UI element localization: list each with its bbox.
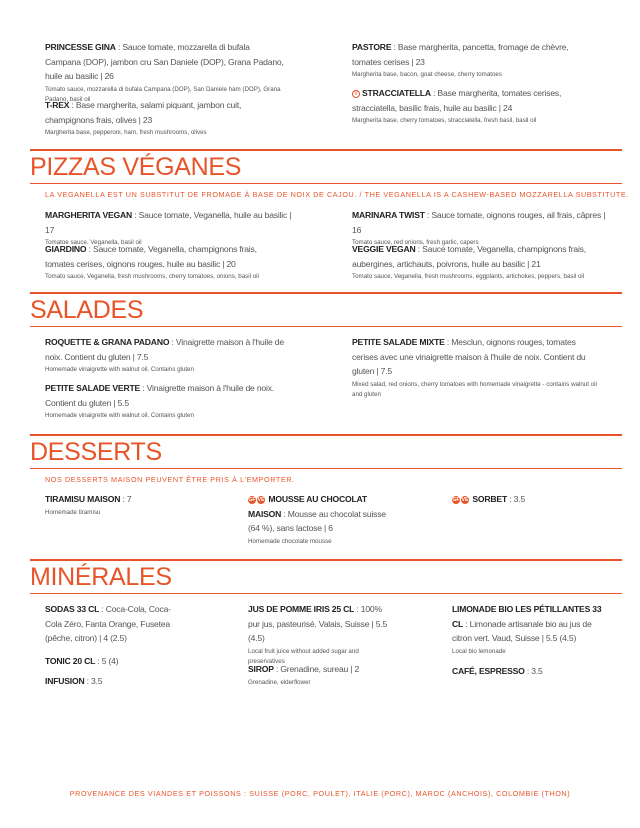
vegetarian-icon: V [352, 90, 360, 98]
item-desc: : 100% pur jus, pasteurisé. Valais, Suisse | 5.5 (4.5) [248, 604, 388, 643]
menu-item-salade-mixte [352, 335, 597, 400]
menu-item-stracciatella [352, 86, 592, 126]
item-desc: : Sauce tomate, Veganella, huile au basilic | 17 [45, 210, 292, 235]
item-translation: Local bio lemonade [452, 647, 506, 655]
item-name: SORBET [472, 494, 508, 504]
menu-item-sirop [248, 662, 388, 688]
menu-item-sorbet [452, 492, 602, 507]
menu-item-limonade [452, 602, 602, 657]
item-desc: : Limonade artisanale bio au jus de citron vert. Vaud, Suisse | 5.5 (4.5) [452, 618, 592, 643]
section-title-minerales: MINÉRALES [30, 563, 172, 591]
item-desc: : Sauce tomate, Veganella, champignons frais, tomates cerises, oignons rouges, huile au basilic | 20 [45, 244, 257, 269]
item-desc: : Mesclun, oignons rouges, tomates cerises avec une vinaigrette maison à l'huile de noix. Contient du gluten | 7.5 [352, 337, 586, 376]
vegan-icon: VE [257, 496, 265, 503]
item-name: PASTORE [352, 42, 392, 52]
section-title-desserts: DESSERTS [30, 438, 162, 466]
section-divider-thin [30, 593, 622, 594]
item-name: VEGGIE VEGAN [352, 244, 416, 254]
item-desc: : 5 (4) [95, 656, 119, 666]
item-translation: Tomato sauce, Veganella, fresh mushrooms, eggplants, artichokes, peppers, basil oil [352, 273, 585, 280]
footer-provenance: PROVENANCE DES VIANDES ET POISSONS : SUISSE (PORC, POULET), ITALIE (PORC), MAROC (ANCHOIS), COLOMBIE (THON) [69, 789, 571, 798]
menu-item-princesse-gina [45, 40, 285, 105]
item-name: SODAS 33 CL [45, 604, 100, 614]
item-translation: Local fruit juice without added sugar and preservatives [248, 647, 359, 665]
menu-item-jus-pomme [248, 602, 388, 667]
item-translation: Grenadine, elderflower [248, 678, 311, 686]
item-translation: Margherita base, bacon, goat cheese, cherry tomatoes [352, 71, 502, 78]
item-name: ROQUETTE & GRANA PADANO [45, 337, 170, 347]
item-translation: Tomato sauce, red onions, fresh garlic, capers [352, 239, 479, 246]
item-desc: : 7 [120, 494, 132, 504]
menu-item-pastore [352, 40, 587, 80]
section-divider [30, 434, 622, 436]
item-name: INFUSION [45, 676, 85, 686]
item-translation: Homemade tiramisu [45, 508, 101, 516]
item-translation: Tomato sauce, Veganella, fresh mushrooms, cherry tomatoes, onions, basil oil [45, 273, 259, 280]
item-name: MOUSSE AU CHOCOLAT MAISON [248, 494, 367, 519]
item-desc: : 3.5 [524, 666, 543, 676]
item-name: JUS DE POMME IRIS 25 CL [248, 604, 355, 614]
gluten-free-icon: GF [248, 496, 256, 503]
item-name: MARGHERITA VEGAN [45, 210, 133, 220]
item-desc: : Base margherita, salami piquant, jambon cuit, champignons frais, olives | 23 [45, 100, 242, 125]
item-name: LIMONADE BIO LES PÉTILLANTES 33 CL [452, 604, 602, 629]
menu-item-infusion [45, 674, 185, 689]
menu-item-tonic [45, 654, 185, 669]
section-note-vegan: LA VEGANELLA EST UN SUBSTITUT DE FROMAGE À BASE DE NOIX DE CAJOU. / THE VEGANELLA IS A CASHEW-BASED MOZZARELLA SUBSTITUTE. [45, 190, 629, 199]
item-name: GIARDINO [45, 244, 87, 254]
item-name: STRACCIATELLA [362, 88, 431, 98]
item-name: PETITE SALADE MIXTE [352, 337, 445, 347]
item-translation: Homemade vinaigrette with walnut oil. Contains gluten [45, 366, 194, 373]
vegan-icon: VE [461, 496, 469, 503]
section-divider-thin [30, 183, 622, 184]
section-divider [30, 149, 622, 151]
item-translation: Tomatoe sauce, Veganella, basil oil [45, 239, 142, 246]
item-name: CAFÉ, ESPRESSO [452, 666, 525, 676]
item-desc: : Mousse au chocolat suisse (64 %), sans lactose | 6 [248, 508, 386, 533]
item-translation: Tomato sauce, mozzarella di bufala Campana (DOP), San Daniele ham (DOP), Grana Padano, basil oil [45, 85, 281, 103]
item-desc: : Grenadine, sureau | 2 [273, 664, 360, 674]
item-desc: : Base margherita, pancetta, fromage de chèvre, tomates cerises | 23 [352, 42, 569, 67]
item-desc: : Sauce tomate, Veganella, champignons frais, aubergines, artichauts, poivrons, huile au basilic | 21 [352, 244, 586, 269]
item-translation: Homemade vinaigrette with walnut oil. Contains gluten [45, 412, 194, 419]
gluten-free-icon: GF [452, 496, 460, 503]
menu-item-tiramisu [45, 492, 215, 518]
menu-item-mousse-chocolat [248, 492, 398, 547]
item-name: SIROP [248, 664, 274, 674]
item-name: TIRAMISU MAISON [45, 494, 121, 504]
item-name: PRINCESSE GINA [45, 42, 116, 52]
menu-item-veggie-vegan [352, 242, 597, 282]
item-desc: : Base margherita, tomates cerises, stracciatella, basilic frais, huile au basilic | 24 [352, 88, 562, 113]
item-desc: : Vinaigrette maison à l'huile de noix. Contient du gluten | 7.5 [45, 337, 284, 362]
section-divider [30, 292, 622, 294]
item-desc: : Vinaigrette maison à l'huile de noix. Contient du gluten | 5.5 [45, 383, 274, 408]
item-translation: Mixed salad, red onions, cherry tomatoes with homemade vinaigrette - contains walnut oil and gluten [352, 380, 597, 398]
item-name: PETITE SALADE VERTE [45, 383, 141, 393]
item-desc: : 3.5 [507, 494, 525, 504]
item-translation: Margherita base, pepperoni, ham, fresh mushrooms, olives [45, 129, 207, 136]
item-desc: : 3.5 [84, 676, 103, 686]
menu-item-sodas [45, 602, 185, 646]
item-translation: Homemade chocolate mousse [248, 537, 332, 545]
menu-item-cafe [452, 664, 602, 679]
section-divider-thin [30, 326, 622, 327]
menu-item-t-rex [45, 98, 285, 138]
item-desc: : Sauce tomate, oignons rouges, ail frais, câpres | 16 [352, 210, 606, 235]
item-translation: Margherita base, cherry tomatoes, stracciatella, fresh basil, basil oil [352, 117, 537, 124]
menu-item-salade-verte [45, 381, 285, 421]
section-title-salades: SALADES [30, 296, 144, 324]
menu-item-roquette [45, 335, 285, 375]
menu-item-giardino [45, 242, 275, 282]
item-desc: : Sauce tomate, mozzarella di bufala Campana (DOP), jambon cru San Daniele (DOP), Grana Padano, huile au basilic | 26 [45, 42, 284, 81]
item-desc: : Coca-Cola, Coca-Cola Zéro, Fanta Orange, Fusetea (pêche, citron) | 4 (2.5) [45, 604, 171, 643]
item-name: MARINARA TWIST [352, 210, 425, 220]
section-note-desserts: NOS DESSERTS MAISON PEUVENT ÊTRE PRIS À L'EMPORTER. [45, 475, 295, 484]
section-divider [30, 559, 622, 561]
item-name: T-REX [45, 100, 70, 110]
section-divider-thin [30, 468, 622, 469]
section-title-vegan: PIZZAS VÉGANES [30, 153, 242, 181]
item-name: TONIC 20 CL [45, 656, 96, 666]
